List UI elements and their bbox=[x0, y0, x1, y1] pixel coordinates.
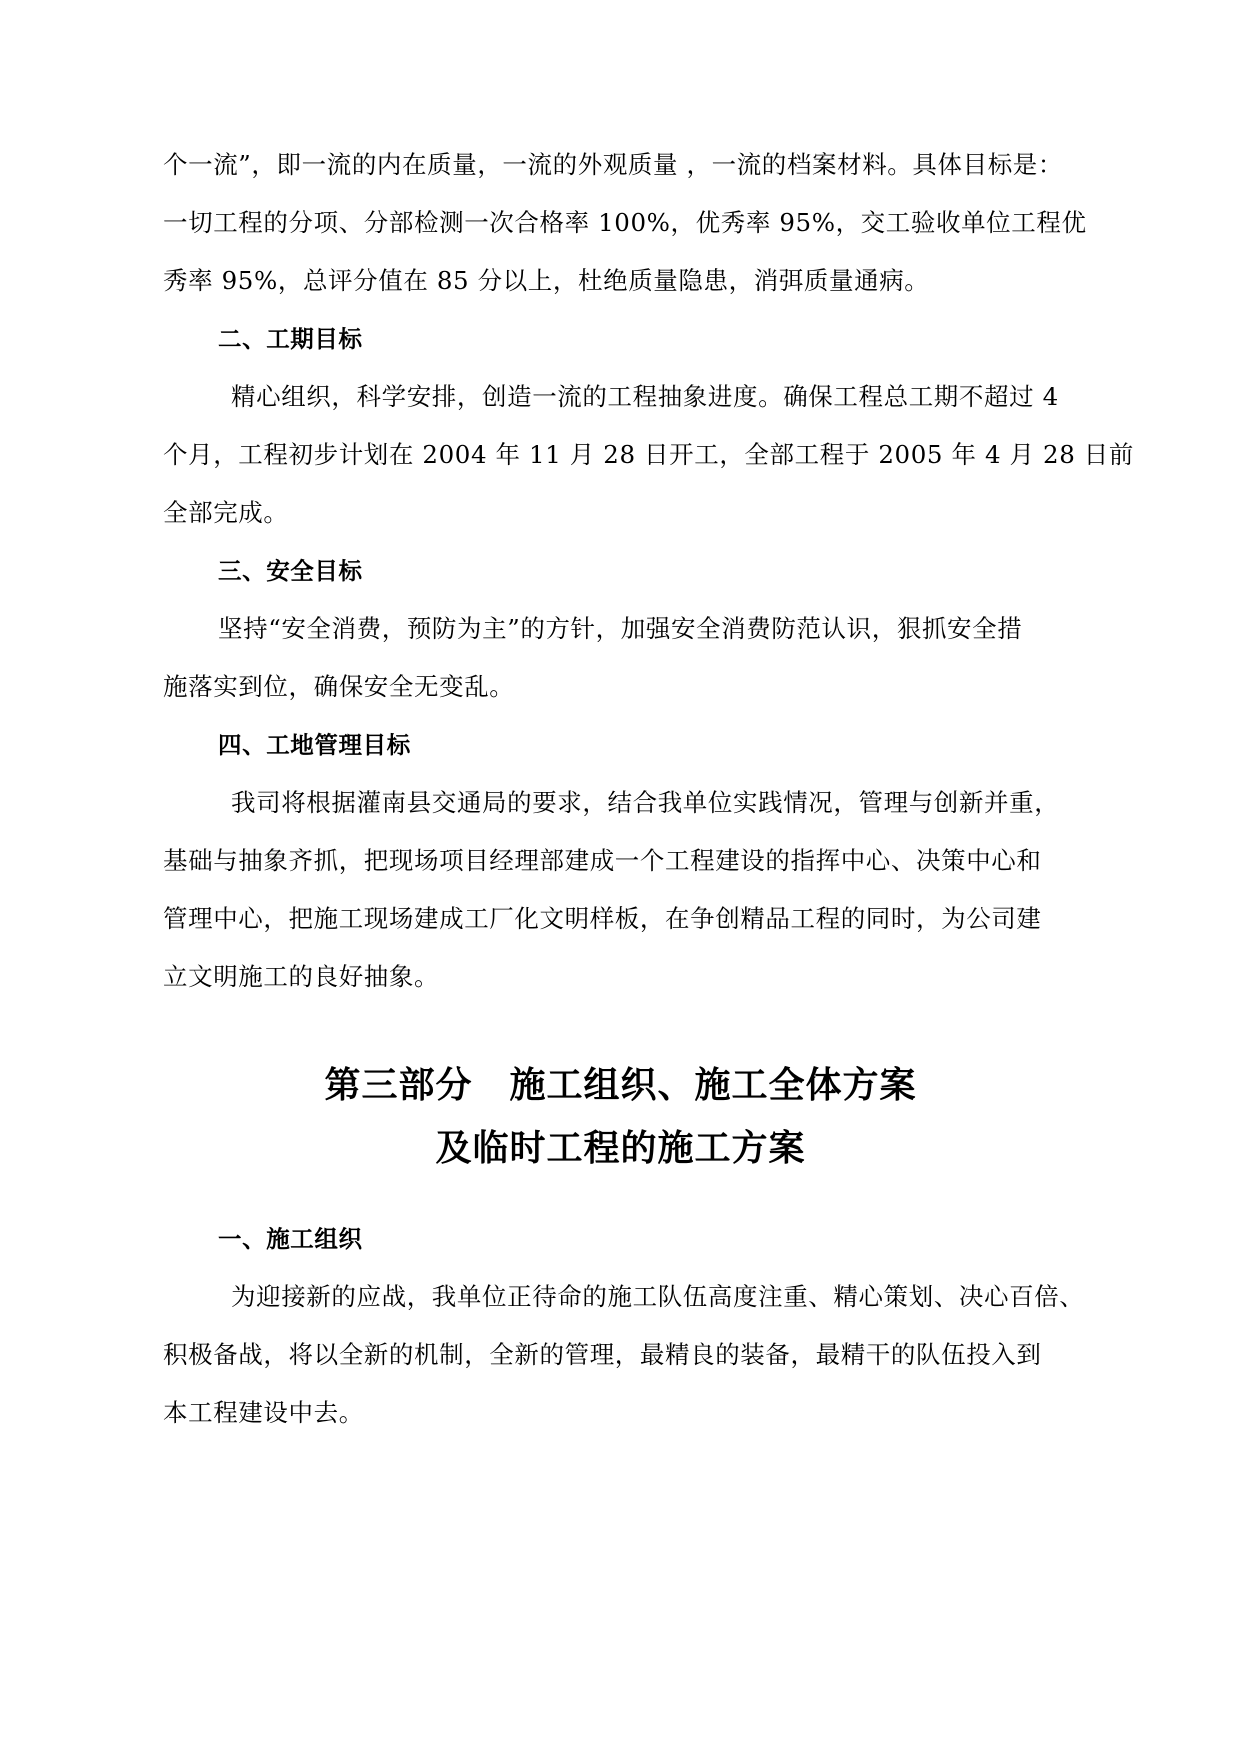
schedule-line-3: 全部完成。 bbox=[163, 498, 289, 527]
site-line-3: 管理中心，把施工现场建成工厂化文明样板，在争创精品工程的同时，为公司建 bbox=[163, 904, 1042, 933]
schedule-line-2: 个月，工程初步计划在 2004 年 11 月 28 日开工，全部工程于 2005 年 4 月 28 日前 bbox=[163, 440, 1134, 469]
org-line-2: 积极备战，将以全新的机制，全新的管理，最精良的装备，最精干的队伍投入到 bbox=[163, 1340, 1042, 1369]
schedule-line-1: 精心组织，科学安排，创造一流的工程抽象进度。确保工程总工期不超过 4 bbox=[231, 382, 1059, 411]
site-line-4: 立文明施工的良好抽象。 bbox=[163, 962, 440, 991]
schedule-heading: 二、工期目标 bbox=[218, 325, 363, 353]
part-title-line-2: 及临时工程的施工方案 bbox=[435, 1128, 806, 1169]
safety-line-1: 坚持“安全消费，预防为主”的方针，加强安全消费防范认识，狠抓安全措 bbox=[218, 614, 1023, 643]
quality-line-1: 个一流”，即一流的内在质量，一流的外观质量 ，一流的档案材料。具体目标是： bbox=[163, 150, 1064, 179]
org-line-3: 本工程建设中去。 bbox=[163, 1398, 364, 1427]
site-line-1: 我司将根据灌南县交通局的要求，结合我单位实践情况，管理与创新并重， bbox=[231, 788, 1060, 817]
safety-line-2: 施落实到位，确保安全无变乱。 bbox=[163, 672, 515, 701]
quality-line-2: 一切工程的分项、分部检测一次合格率 100%，优秀率 95%，交工验收单位工程优 bbox=[163, 208, 1087, 237]
site-line-2: 基础与抽象齐抓，把现场项目经理部建成一个工程建设的指挥中心、决策中心和 bbox=[163, 846, 1042, 875]
org-line-1: 为迎接新的应战，我单位正待命的施工队伍高度注重、精心策划、决心百倍、 bbox=[231, 1282, 1085, 1311]
safety-heading: 三、安全目标 bbox=[218, 557, 363, 585]
org-heading: 一、施工组织 bbox=[218, 1225, 363, 1253]
part-title-line-1: 第三部分 施工组织、施工全体方案 bbox=[324, 1065, 917, 1106]
site-heading: 四、工地管理目标 bbox=[218, 731, 411, 759]
quality-line-3: 秀率 95%，总评分值在 85 分以上，杜绝质量隐患，消弭质量通病。 bbox=[163, 266, 930, 295]
